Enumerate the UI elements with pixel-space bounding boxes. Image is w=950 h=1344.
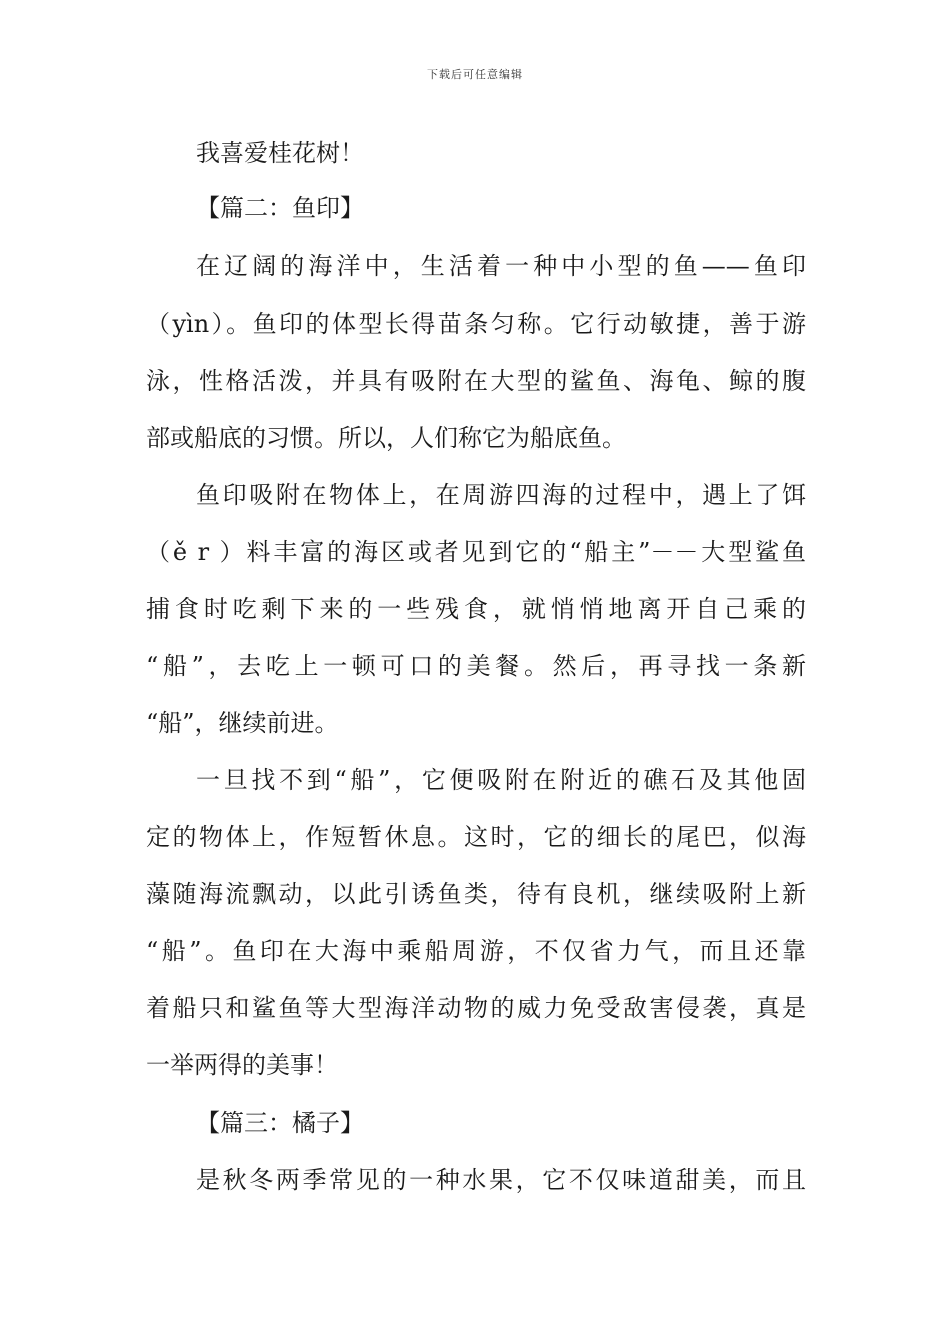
text-line: “船”，去吃上一顿可口的美餐。然后，再寻找一条新 (146, 652, 806, 680)
text-line: 我喜爱桂花树！ (196, 139, 364, 167)
text-line: 藻随海流飘动，以此引诱鱼类，待有良机，继续吸附上新 (146, 880, 806, 908)
section-heading: 【篇三：橘子】 (196, 1109, 364, 1137)
text-line: 是秋冬两季常见的一种水果，它不仅味道甜美，而且 (196, 1166, 806, 1194)
text-line: 在辽阔的海洋中，生活着一种中小型的鱼——鱼印 (196, 252, 806, 280)
text-line: （yìn）。鱼印的体型长得苗条匀称。它行动敏捷，善于游 (146, 310, 806, 338)
text-line: 一举两得的美事！ (146, 1051, 338, 1079)
section-heading: 【篇二：鱼印】 (196, 194, 364, 222)
text-line: 捕食时吃剩下来的一些残食，就悄悄地离开自己乘的 (146, 595, 806, 623)
text-line: “船”。鱼印在大海中乘船周游，不仅省力气，而且还靠 (146, 937, 806, 965)
text-line: 泳，性格活泼，并具有吸附在大型的鲨鱼、海龟、鲸的腹 (146, 367, 806, 395)
page-header: 下载后可任意编辑 (427, 68, 523, 81)
text-line: 一旦找不到“船”，它便吸附在附近的礁石及其他固 (196, 766, 806, 794)
text-line: （ě r ）料丰富的海区或者见到它的“船主”－－大型鲨鱼 (146, 538, 806, 566)
text-line: 鱼印吸附在物体上，在周游四海的过程中，遇上了饵 (196, 481, 806, 509)
text-line: 着船只和鲨鱼等大型海洋动物的威力免受敌害侵袭，真是 (146, 994, 806, 1022)
text-line: 定的物体上，作短暂休息。这时，它的细长的尾巴，似海 (146, 823, 806, 851)
text-line: “船”，继续前进。 (146, 709, 339, 737)
text-line: 部或船底的习惯。所以，人们称它为船底鱼。 (146, 424, 626, 452)
